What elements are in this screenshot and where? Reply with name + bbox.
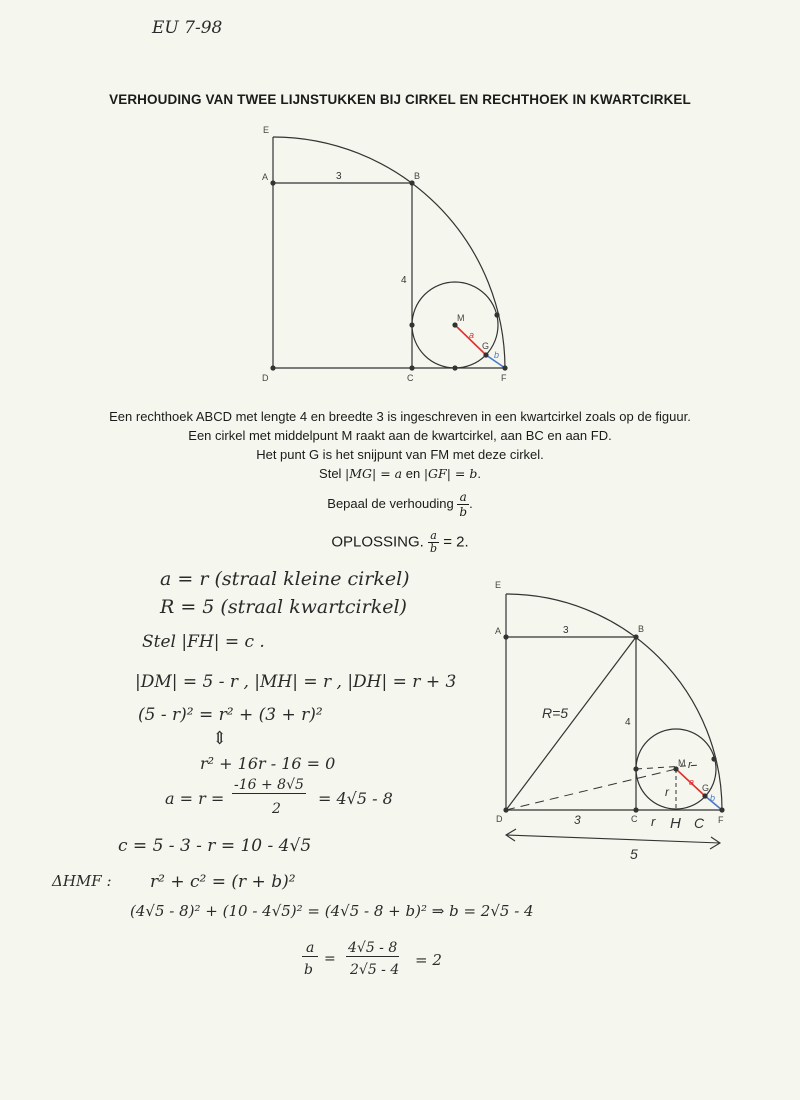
fig2-r-vertical: r [665,785,669,799]
hand-line-3: Stel |FH| = c . [142,632,265,652]
solution-result: = 2. [439,533,469,551]
problem-mg: |MG| = a [345,466,403,481]
fig1-label-d: D [262,373,269,383]
hand-line-1: a = r (straal kleine cirkel) [160,568,410,590]
fig2-label-c-seg: C [694,815,705,831]
hand-line-7: r² + 16r - 16 = 0 [200,754,336,773]
hand-final-eq: = [324,951,336,967]
question-fraction [457,490,469,519]
problem-line-2: Een cirkel met middelpunt M raakt aan de kwartcirkel, aan BC en aan FD. [188,428,612,443]
fig2-dim-ab: 3 [563,625,569,636]
fig1-label-m: M [457,313,465,323]
fig2-radius-label: R=5 [542,705,569,721]
document-code: EU 7-98 [152,18,223,38]
fig2-label-e: E [495,580,502,590]
fig2-label-f: F [718,815,724,825]
problem-line-4 [0,464,800,483]
fig2-label-b: B [638,624,645,634]
hand-line-8a: a = r = [165,789,225,808]
fig1-label-a: A [262,172,269,182]
hand-line-8-den: 2 [272,801,281,817]
problem-line-4-end: . [477,466,481,481]
fig1-label-g: G [482,341,490,351]
fig2-dimension-arrow [506,829,720,849]
hand-final-num-a: a [302,940,318,957]
question-den: b [459,505,468,519]
hand-final-den-b: b [304,962,313,978]
page-title: VERHOUDING VAN TWEE LIJNSTUKKEN BIJ CIRKEL EN RECHTHOEK IN KWARTCIRKEL [109,92,691,107]
fig1-label-seg-b: b [494,350,500,360]
fig2-total-label: 5 [630,846,638,860]
problem-line-1: Een rechthoek ABCD met lengte 4 en breedte 3 is ingeschreven in een kwartcirkel zoals op de figuur. [109,409,691,424]
fig1-label-b: B [414,171,421,181]
hand-line-9: c = 5 - 3 - r = 10 - 4√5 [118,836,312,856]
problem-line-3: Het punt G is het snijpunt van FM met deze cirkel. [256,447,544,462]
figure-1 [0,0,800,400]
hand-line-8b: = 4√5 - 8 [318,789,393,808]
hand-line-8-num: -16 + 8√5 [234,777,304,793]
figure-2 [0,570,800,860]
hand-final-den: 2√5 - 4 [350,962,400,978]
problem-statement [0,407,800,483]
fig1-dim-bc: 4 [401,275,407,286]
fig2-r-near-m: r [688,759,692,771]
hand-line-2: R = 5 (straal kwartcirkel) [160,596,407,618]
fig2-label-h: H [670,815,681,832]
solution-label: OPLOSSING. [331,533,429,551]
fig2-label-a: A [495,626,502,636]
solution-den: b [430,542,438,555]
hand-line-11: (4√5 - 8)² + (10 - 4√5)² = (4√5 - 8 + b)² ⇒ b = 2√5 - 4 [130,902,534,920]
problem-line-4-prefix: Stel [319,466,346,481]
hand-line-10b: r² + c² = (r + b)² [150,872,296,892]
hand-final-result: = 2 [415,951,442,969]
fig2-dim-bc: 4 [625,717,631,728]
fig2-small-r: r [651,814,656,829]
problem-line-4-mid: en [402,466,424,481]
hand-final-num: 4√5 - 8 [348,940,398,956]
hand-line-6: ⇕ [212,728,228,749]
problem-gf: |GF| = b [423,466,478,481]
fig1-label-e: E [263,125,270,135]
fig2-label-seg-b: b [710,793,716,803]
fig1-label-c: C [407,373,414,383]
fig2-label-c: C [631,814,638,824]
question-end: . [469,495,473,511]
fig2-dim-dc: 3 [574,813,581,827]
fig2-label-g: G [702,783,710,793]
question-num: a [457,490,469,505]
fig1-dim-ab: 3 [336,171,342,182]
solution-heading [0,530,800,555]
hand-line-4: |DM| = 5 - r , |MH| = r , |DH| = r + 3 [135,672,457,692]
solution-fraction [428,530,439,555]
fig2-label-m: M [678,758,686,768]
fig2-line-db [506,637,636,810]
fig1-label-f: F [501,373,507,383]
problem-question [0,490,800,519]
fig2-label-d: D [496,814,503,824]
fig2-label-seg-a: a [689,777,695,787]
hand-line-5: (5 - r)² = r² + (3 + r)² [138,705,323,725]
question-prefix: Bepaal de verhouding [327,495,458,511]
solution-num: a [428,530,439,543]
hand-line-10a: ΔHMF : [52,872,112,890]
fig1-label-seg-a: a [469,330,475,340]
